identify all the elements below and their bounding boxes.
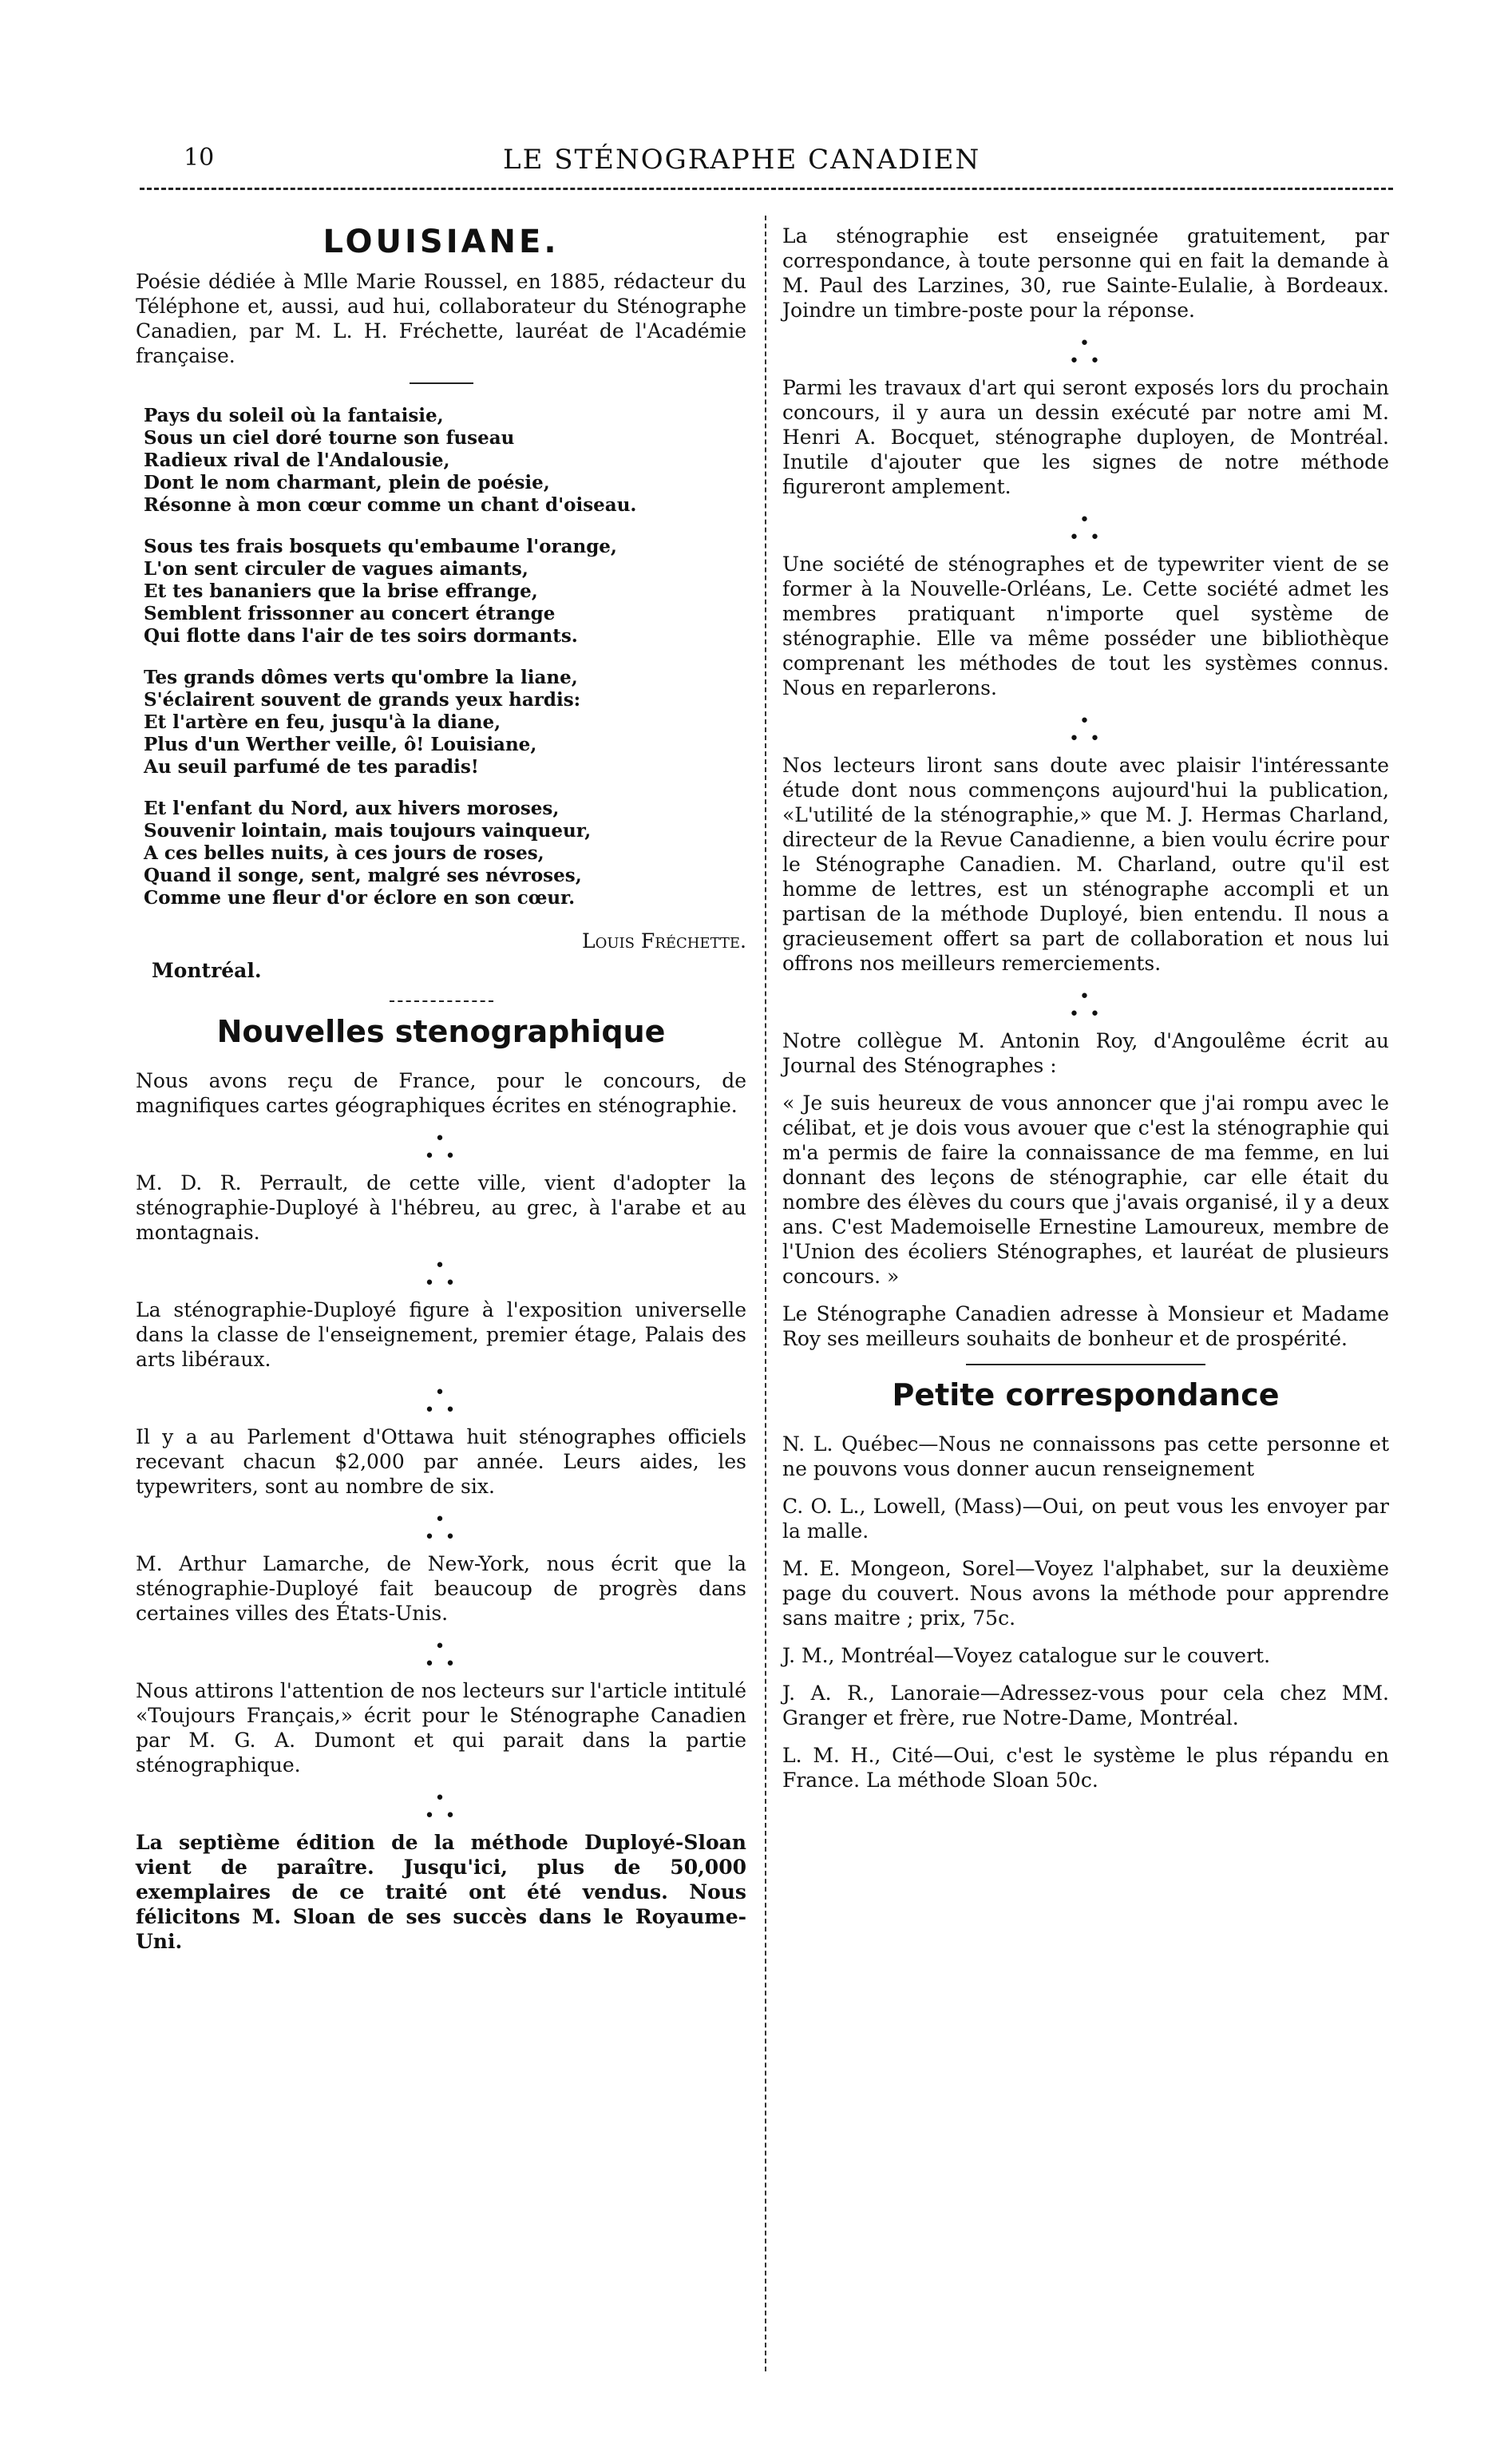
verse-line: Comme une fleur d'or éclore en son cœur. — [144, 887, 576, 909]
poem-stanza — [144, 667, 746, 778]
news-quote: « Je suis heureux de vous annoncer que j'ai rompu avec le célibat, et je dois vous avouer que c'est la sténographie qui m'a permis de faire la connaissance de ma femme, en lui donnant des leçons de sténographie, car elle était du nombre des élèves du cours que j'avais organisé, il y a deux ans. C'est Mademoiselle Ernestine Lamoureux, membre de l'Union des écoliers Sténographes, et lauréat de plusieurs concours. » — [782, 1091, 1389, 1288]
verse-line: Quand il songe, sent, malgré ses névroses, — [144, 865, 582, 886]
correspondence-item: J. A. R., Lanoraie—Adressez-vous pour cela chez MM. Granger et frère, rue Notre-Dame, Montréal. — [782, 1682, 1389, 1729]
verse-line: A ces belles nuits, à ces jours de roses, — [144, 842, 544, 864]
news-item: Une société de sténographes et de typewriter vient de se former à la Nouvelle-Orléans, Le. Cette société admet les membres pratiquant n'importe quel système de sténographie. Elle va même posséder une bibliothèque comprenant les méthodes de tout les systèmes connus. Nous en reparlerons. — [782, 553, 1389, 699]
correspondence-item: L. M. H., Cité—Oui, c'est le système le plus répandu en France. La méthode Sloan 50c. — [782, 1744, 1389, 1792]
verse-line: Au seuil parfumé de tes paradis! — [144, 756, 479, 778]
verse-line: Souvenir lointain, mais toujours vainqueur, — [144, 820, 592, 842]
poem-stanza — [144, 798, 746, 909]
news-item: La septième édition de la méthode Duployé-Sloan vient de paraître. Jusqu'ici, plus de 50,000 exemplaires de ce traité ont été vendus. Nous félicitons M. Sloan de ses succès dans le Royaume-Uni. — [136, 1831, 746, 1953]
asterism-icon: • • • — [1069, 334, 1102, 371]
news-item: Nous attirons l'attention de nos lecteurs sur l'article intitulé «Toujours Français,» écrit pour le Sténographe Canadien par M. G. A. Dumont et qui parait dans la partie sténographique. — [136, 1679, 746, 1777]
verse-line: L'on sent circuler de vagues aimants, — [144, 558, 528, 580]
correspondence-item: M. E. Mongeon, Sorel—Voyez l'alphabet, sur la deuxième page du couvert. Nous avons la méthode pour apprendre sans maitre ; prix, 75c. — [782, 1557, 1389, 1630]
verse-line: S'éclairent souvent de grands yeux hardis: — [144, 689, 581, 711]
asterism-icon: • • • — [424, 1637, 458, 1674]
page-number: 10 — [184, 144, 215, 172]
header-rule — [140, 188, 1393, 190]
poem-signature: Louis Fréchette. — [582, 929, 746, 953]
verse-line: Sous tes frais bosquets qu'embaume l'orange, — [144, 536, 617, 557]
news-item: La sténographie-Duployé figure à l'exposition universelle dans la classe de l'enseignement, premier étage, Palais des arts libéraux. — [136, 1298, 746, 1371]
verse-line: Qui flotte dans l'air de tes soirs dormants. — [144, 625, 578, 647]
poem-stanza — [144, 405, 746, 517]
poem-stanza — [144, 536, 746, 648]
verse-line: Tes grands dômes verts qu'ombre la liane, — [144, 667, 578, 688]
asterism-icon: • • • — [1069, 711, 1102, 749]
verse-line: Sous un ciel doré tourne son fuseau — [144, 427, 515, 449]
poem-title: LOUISIANE. — [323, 224, 560, 260]
news-item: Nous avons reçu de France, pour le concours, de magnifiques cartes géographiques écrites en sténographie. — [136, 1069, 746, 1117]
right-column — [782, 224, 1389, 1805]
section-separator — [966, 1364, 1205, 1365]
verse-line: Pays du soleil où la fantaisie, — [144, 405, 444, 426]
running-title: LE STÉNOGRAPHE CANADIEN — [503, 144, 981, 176]
asterism-icon: • • • — [424, 1129, 458, 1167]
news-item: Parmi les travaux d'art qui seront exposés lors du prochain concours, il y aura un dessin exécuté par notre ami M. Henri A. Bocquet, sténographe duployen, de Montréal. Inutile d'ajouter que les signes de notre méthode figureront amplement. — [782, 376, 1389, 498]
news-item: La sténographie est enseignée gratuitement, par correspondance, à toute personne qui en fait la demande à M. Paul des Larzines, 30, rue Sainte-Eulalie, à Bordeaux. Joindre un timbre-poste pour la réponse. — [782, 224, 1389, 322]
news-item: Il y a au Parlement d'Ottawa huit sténographes officiels recevant chacun $2,000 par année. Leurs aides, les typewriters, sont au nombre de six. — [136, 1425, 746, 1498]
verse-line: Et l'enfant du Nord, aux hivers moroses, — [144, 798, 560, 819]
news-item: Notre collègue M. Antonin Roy, d'Angoulême écrit au Journal des Sténographes : — [782, 1029, 1389, 1077]
asterism-icon: • • • — [1069, 510, 1102, 548]
verse-line: Plus d'un Werther veille, ô! Louisiane, — [144, 734, 537, 755]
news-item: M. D. R. Perrault, de cette ville, vient d'adopter la sténographie-Duployé à l'hébreu, au grec, à l'arabe et au montagnais. — [136, 1171, 746, 1244]
correspondence-item: N. L. Québec—Nous ne connaissons pas cette personne et ne pouvons vous donner aucun renseignement — [782, 1432, 1389, 1480]
poem-intro: Poésie dédiée à Mlle Marie Roussel, en 1885, rédacteur du Téléphone et, aussi, aud hui, collaborateur du Sténographe Canadien, par M. L. H. Fréchette, lauréat de l'Académie française. — [136, 270, 746, 367]
correspondence-item: C. O. L., Lowell, (Mass)—Oui, on peut vous les envoyer par la malle. — [782, 1495, 1389, 1543]
column-divider — [765, 216, 766, 2371]
news-item: Le Sténographe Canadien adresse à Monsieur et Madame Roy ses meilleurs souhaits de bonheur et de prospérité. — [782, 1302, 1389, 1350]
left-column — [136, 224, 746, 1967]
asterism-icon: • • • — [1069, 987, 1102, 1024]
correspondence-title: Petite correspondance — [892, 1377, 1280, 1412]
news-item: Nos lecteurs liront sans doute avec plaisir l'intéressante étude dont nous commençons aujourd'hui la publication, «L'utilité de la sténographie,» que M. J. Hermas Charland, directeur de la Revue Canadienne, a bien voulu écrire pour le Sténographe Canadien. M. Charland, outre qu'il est homme de lettres, est un sténographe accompli et un partisan de la méthode Duployé, bien entendu. Il nous a gracieusement offert sa part de collaboration et nous lui offrons nos meilleurs remerciements. — [782, 754, 1389, 975]
verse-line: Et tes bananiers que la brise effrange, — [144, 580, 538, 602]
news-item: M. Arthur Lamarche, de New-York, nous écrit que la sténographie-Duployé fait beaucoup de progrès dans certaines villes des États-Unis. — [136, 1552, 746, 1625]
verse-line: Résonne à mon cœur comme un chant d'oiseau. — [144, 494, 637, 516]
verse-line: Et l'artère en feu, jusqu'à la diane, — [144, 711, 501, 733]
correspondence-item: J. M., Montréal—Voyez catalogue sur le couvert. — [782, 1644, 1271, 1667]
news-title: Nouvelles stenographique — [216, 1014, 666, 1049]
asterism-icon: • • • — [424, 1383, 458, 1420]
verse-line: Dont le nom charmant, plein de poésie, — [144, 472, 550, 493]
asterism-icon: • • • — [424, 1789, 458, 1826]
poem-place: Montréal. — [152, 959, 262, 982]
verse-line: Semblent frissonner au concert étrange — [144, 603, 556, 624]
asterism-icon: • • • — [424, 1510, 458, 1547]
verse-line: Radieux rival de l'Andalousie, — [144, 450, 450, 471]
asterism-icon: • • • — [424, 1256, 458, 1293]
rule — [410, 382, 473, 384]
section-separator — [390, 1000, 493, 1002]
masthead — [184, 144, 1444, 176]
